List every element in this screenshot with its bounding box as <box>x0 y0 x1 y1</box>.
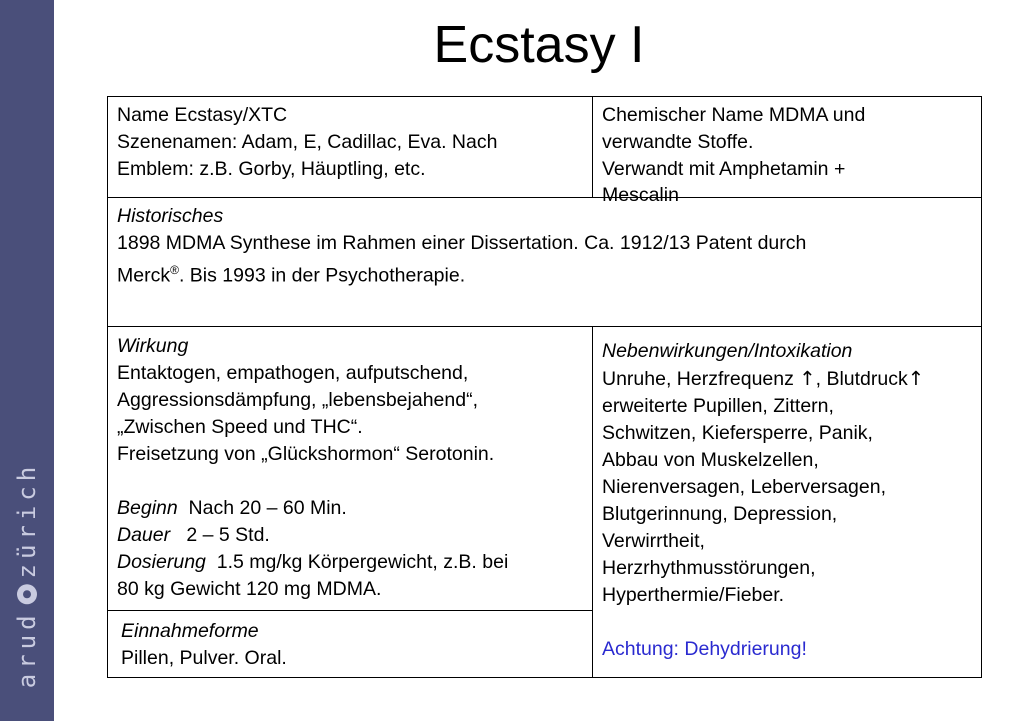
beginn-row <box>117 495 589 522</box>
side-effects-line-7: Verwirrtheit, <box>602 530 705 552</box>
scene-names-line: Szenenamen: Adam, E, Cadillac, Eva. Nach <box>117 131 498 153</box>
side-effects-line-1 <box>602 365 979 393</box>
intake-box <box>121 618 586 672</box>
sidebar-bar <box>0 0 54 721</box>
side-effects-line-2: erweiterte Pupillen, Zittern, <box>602 395 834 417</box>
dauer-value: 2 – 5 Std. <box>170 524 270 546</box>
dauer-row <box>117 522 589 549</box>
effect-line-2: Aggressionsdämpfung, „lebensbejahend“, <box>117 389 478 411</box>
history-line-2 <box>117 257 977 290</box>
merck-text: Merck <box>117 264 171 287</box>
heart-rate-text: Unruhe, Herzfrequenz <box>602 368 800 390</box>
registered-mark: ® <box>170 263 179 277</box>
side-effects-line-8: Herzrhythmusstörungen, <box>602 557 816 579</box>
side-effects-spacer <box>602 609 979 636</box>
side-effects-box <box>602 338 979 663</box>
blood-pressure-text: , Blutdruck <box>815 368 908 390</box>
arrow-up-icon: ↑ <box>799 367 816 390</box>
divider-history <box>107 326 982 327</box>
name-box <box>117 102 587 183</box>
intake-line-1: Pillen, Pulver. Oral. <box>121 647 287 669</box>
effect-line-1: Entaktogen, empathogen, aufputschend, <box>117 362 469 384</box>
side-effects-line-3: Schwitzen, Kiefersperre, Panik, <box>602 422 873 444</box>
history-line-1: 1898 MDMA Synthese im Rahmen einer Dissertation. Ca. 1912/13 Patent durch <box>117 232 807 254</box>
logo-flower-icon <box>17 584 37 604</box>
side-effects-line-5: Nierenversagen, Leberversagen, <box>602 476 887 498</box>
divider-intake <box>107 610 592 611</box>
chemical-name-box <box>602 102 977 209</box>
dosierung-value: 1.5 mg/kg Körpergewicht, z.B. bei <box>205 551 509 573</box>
history-heading: Historisches <box>117 205 224 227</box>
intake-heading: Einnahmeforme <box>121 620 259 642</box>
chem-line-3: Verwandt mit Amphetamin + <box>602 158 846 180</box>
dauer-label: Dauer <box>117 524 171 546</box>
side-effects-line-9: Hyperthermie/Fieber. <box>602 584 785 606</box>
effect-line-4: Freisetzung von „Glückshormon“ Serotonin. <box>117 443 495 465</box>
divider-vertical-top <box>592 96 593 197</box>
chem-line-2: verwandte Stoffe. <box>602 131 754 153</box>
side-effects-line-6: Blutgerinnung, Depression, <box>602 503 838 525</box>
dosierung-row <box>117 549 589 576</box>
beginn-label: Beginn <box>117 497 178 519</box>
beginn-value: Nach 20 – 60 Min. <box>177 497 347 519</box>
history-line-2-rest: . Bis 1993 in der Psychotherapie. <box>178 264 466 287</box>
side-effects-line-4: Abbau von Muskelzellen, <box>602 449 819 471</box>
side-effects-heading: Nebenwirkungen/Intoxikation <box>602 340 853 362</box>
chem-line-4: Mescalin <box>602 184 679 206</box>
chem-line-1: Chemischer Name MDMA und <box>602 104 866 126</box>
dosierung-label: Dosierung <box>117 551 206 573</box>
arud-zuerich-logo <box>13 462 41 689</box>
divider-vertical-bottom <box>592 326 593 678</box>
effect-line-3: „Zwischen Speed und THC“. <box>117 416 363 438</box>
effect-spacer <box>117 468 589 495</box>
logo-text-left: arud <box>13 610 41 689</box>
effect-box <box>117 333 589 603</box>
logo-text-right: zürich <box>13 461 41 579</box>
dosierung-line-2: 80 kg Gewicht 120 mg MDMA. <box>117 578 382 600</box>
arrow-up-icon: ↑ <box>907 367 925 390</box>
emblem-line: Emblem: z.B. Gorby, Häuptling, etc. <box>117 158 426 180</box>
slide-title: Ecstasy I <box>433 16 645 74</box>
name-line: Name Ecstasy/XTC <box>117 104 288 126</box>
history-box <box>117 203 977 290</box>
effect-heading: Wirkung <box>117 335 189 357</box>
dehydration-warning: Achtung: Dehydrierung! <box>602 638 807 660</box>
